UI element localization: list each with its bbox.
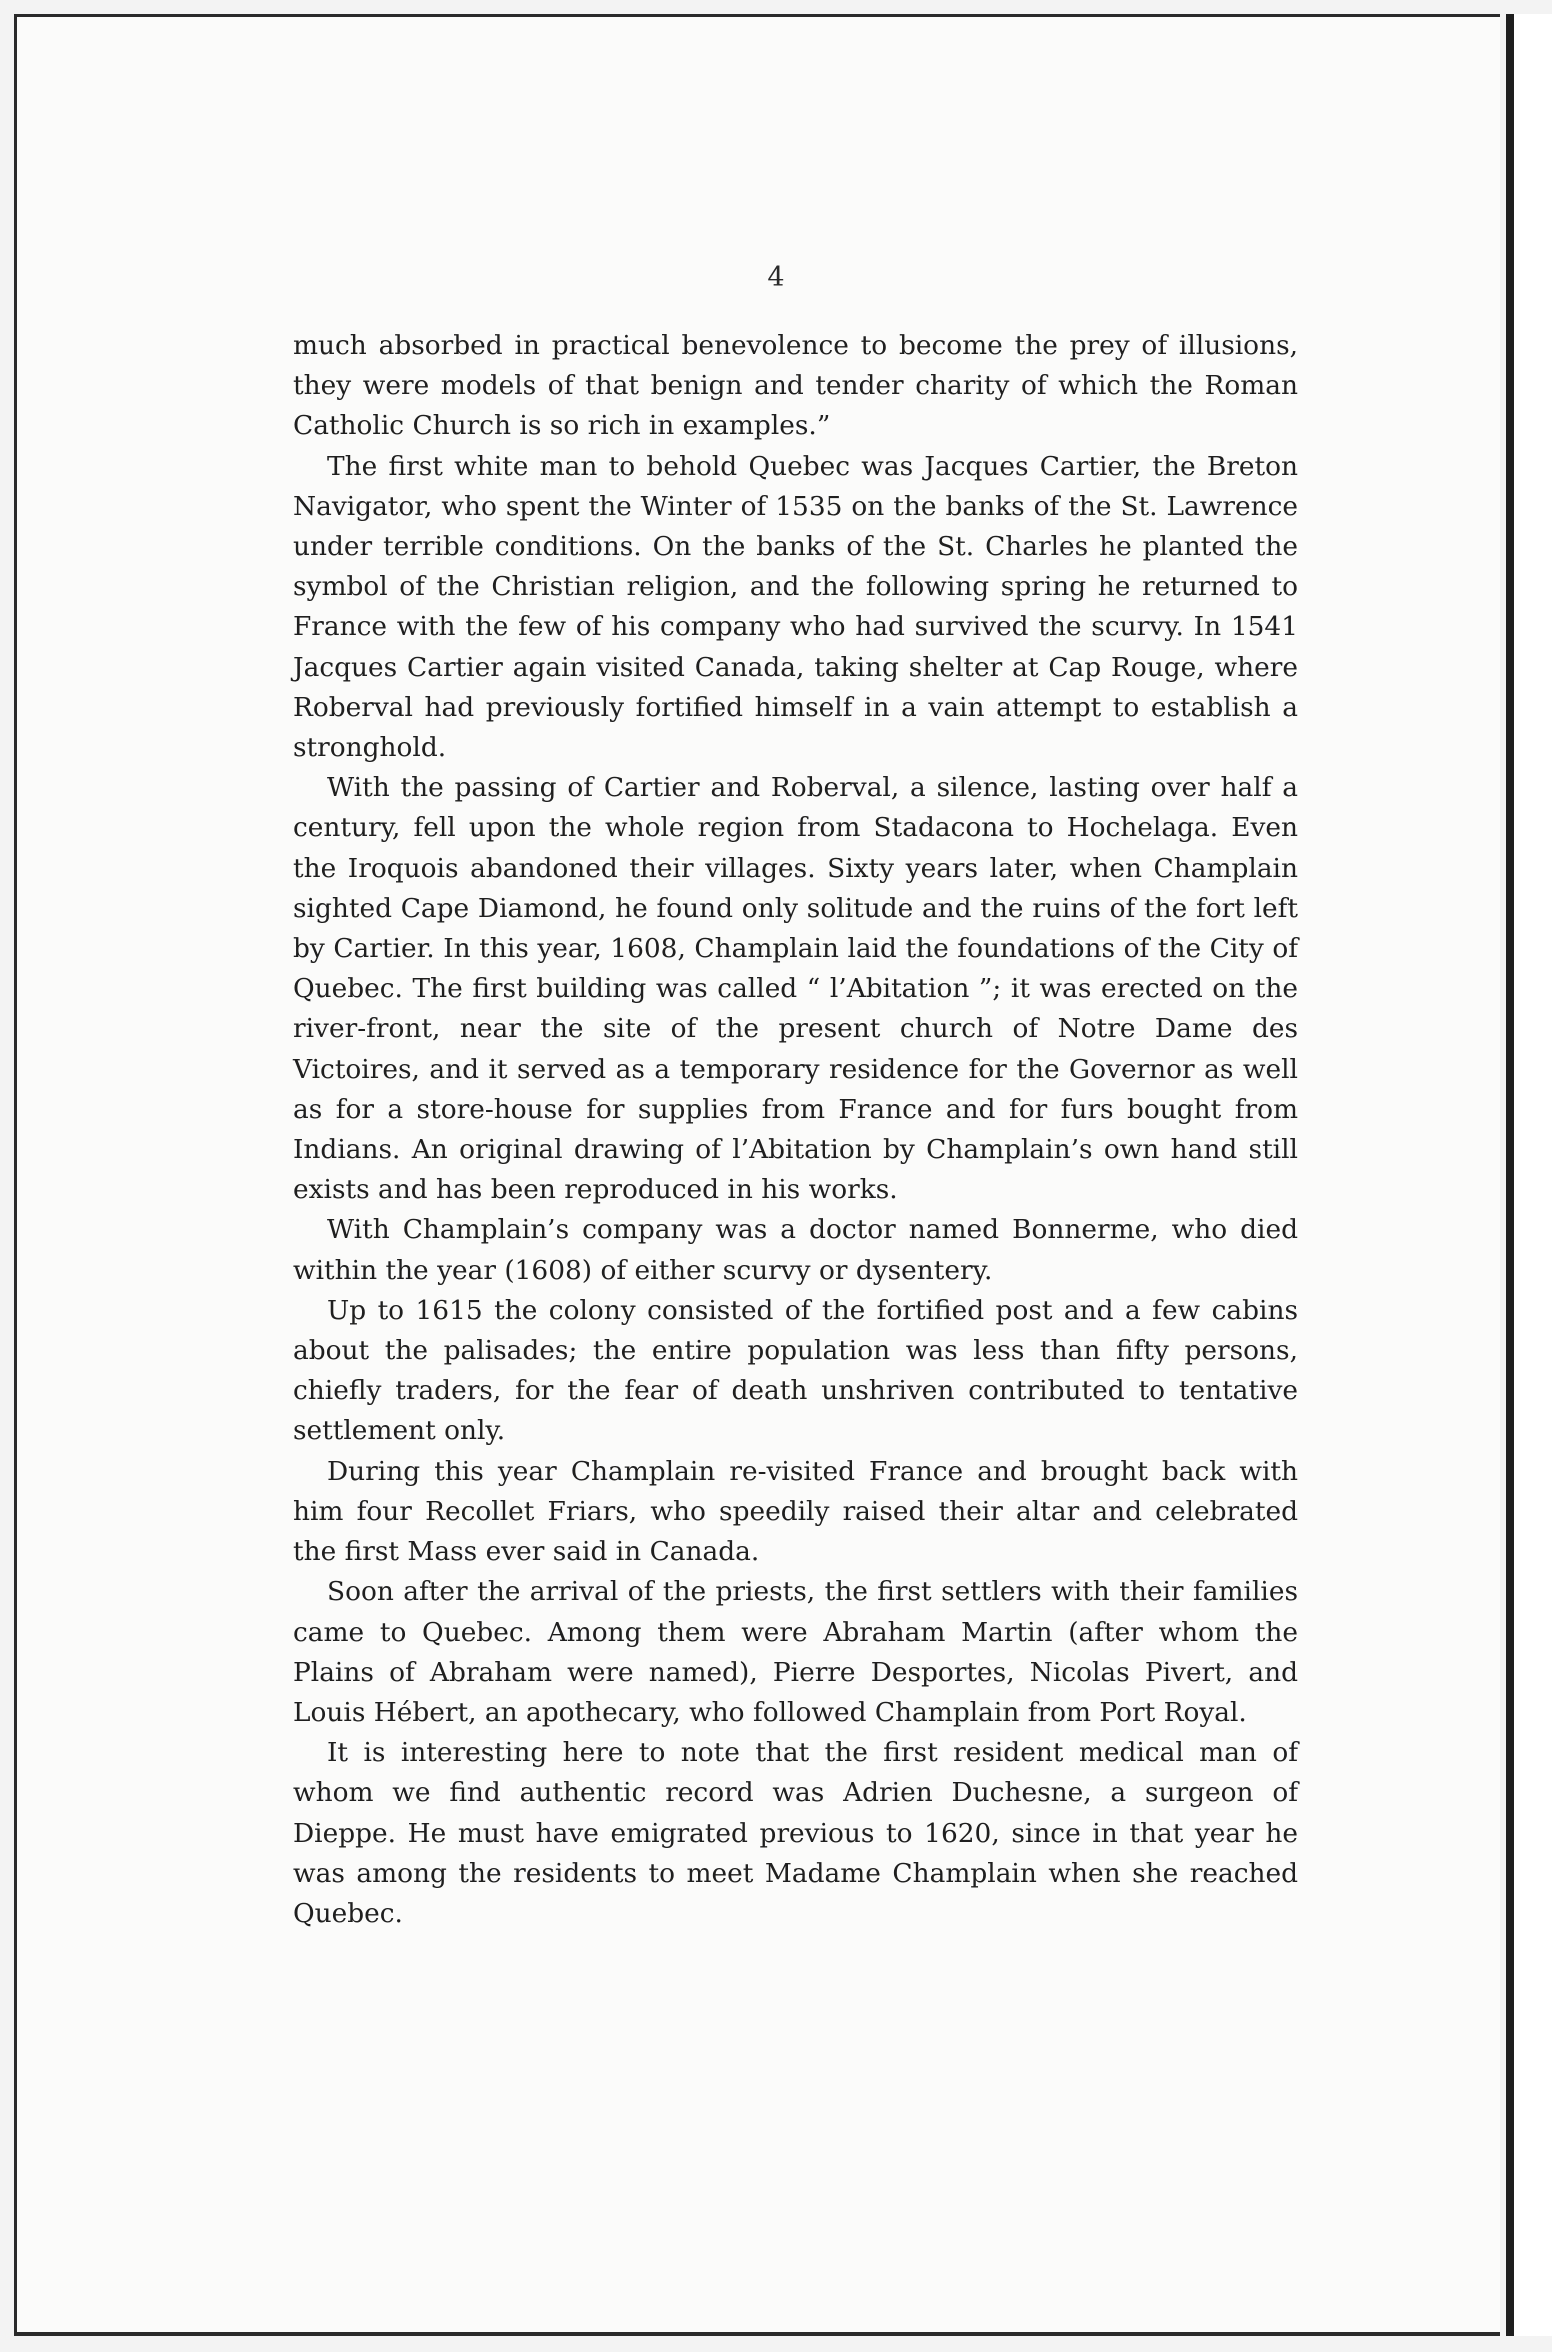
paragraph-cartier: The first white man to behold Quebec was Jacques Cartier, the Breton Navigator, who spent the Winter of 1535 on the banks of the St. Lawrence under terrible conditions. On the banks of the St. Charles he planted the symbol of the Christian religion, and the following spring he returned to France with the few of his company who had survived the scurvy. In 1541 Jacques Cartier again visited Canada, taking shelter at Cap Rouge, where Roberval had previously fortified himself in a vain attempt to establish a stronghold. — [293, 450, 1298, 764]
paragraph-champlain-founding: With the passing of Cartier and Roberval, a silence, lasting over half a century, fell upon the whole region from Stadacona to Hochelaga. Even the Iroquois abandoned their villages. Sixty years later, when Champlain sighted Cape Diamond, he found only solitude and the ruins of the fort left by Cartier. In this year, 1608, Champlain laid the foundations of the City of Quebec. The first building was called “ l’Abitation ”; it was erected on the river-front, near the site of the present church of Notre Dame des Victoires, and it served as a temporary residence for the Governor as well as for a store-house for supplies from France and for furs bought from Indians. An original drawing of l’Abitation by Champlain’s own hand still exists and has been reproduced in his works. — [293, 772, 1298, 1206]
paragraph-colony-1615: Up to 1615 the colony consisted of the fortified post and a few cabins about the palisades; the entire population was less than fifty persons, chiefly traders, for the fear of death unshriven contributed to tentative settlement only. — [293, 1294, 1298, 1447]
paragraph-continuation: much absorbed in practical benevolence to become the prey of illusions, they were models of that benign and tender charity of which the Roman Catholic Church is so rich in examples.” — [293, 330, 1298, 442]
paragraph-first-settlers: Soon after the arrival of the priests, the first settlers with their families came to Quebec. Among them were Abraham Martin (after whom the Plains of Abraham were named), Pierre Desportes, Nicolas Pivert, and Louis Hébert, an apothecary, who followed Champlain from Port Royal. — [293, 1576, 1298, 1728]
paragraph-recollet-friars: During this year Champlain re-visited France and brought back with him four Recollet Friars, who speedily raised their altar and celebrated the first Mass ever said in Canada. — [293, 1455, 1298, 1568]
page-number: 4 — [767, 262, 785, 293]
paragraph-duchesne: It is interesting here to note that the first resident medical man of whom we find authentic record was Adrien Duchesne, a surgeon of Dieppe. He must have emigrated previous to 1620, since in that year he was among the residents to meet Madame Champlain when she reached Quebec. — [293, 1737, 1298, 1929]
page-edge-shadow — [1506, 14, 1514, 2336]
next-page-margin — [1514, 14, 1552, 2336]
paragraph-bonnerme: With Champlain’s company was a doctor named Bonnerme, who died within the year (1608) of either scurvy or dysentery. — [293, 1214, 1298, 1286]
body-text — [293, 326, 1298, 1934]
